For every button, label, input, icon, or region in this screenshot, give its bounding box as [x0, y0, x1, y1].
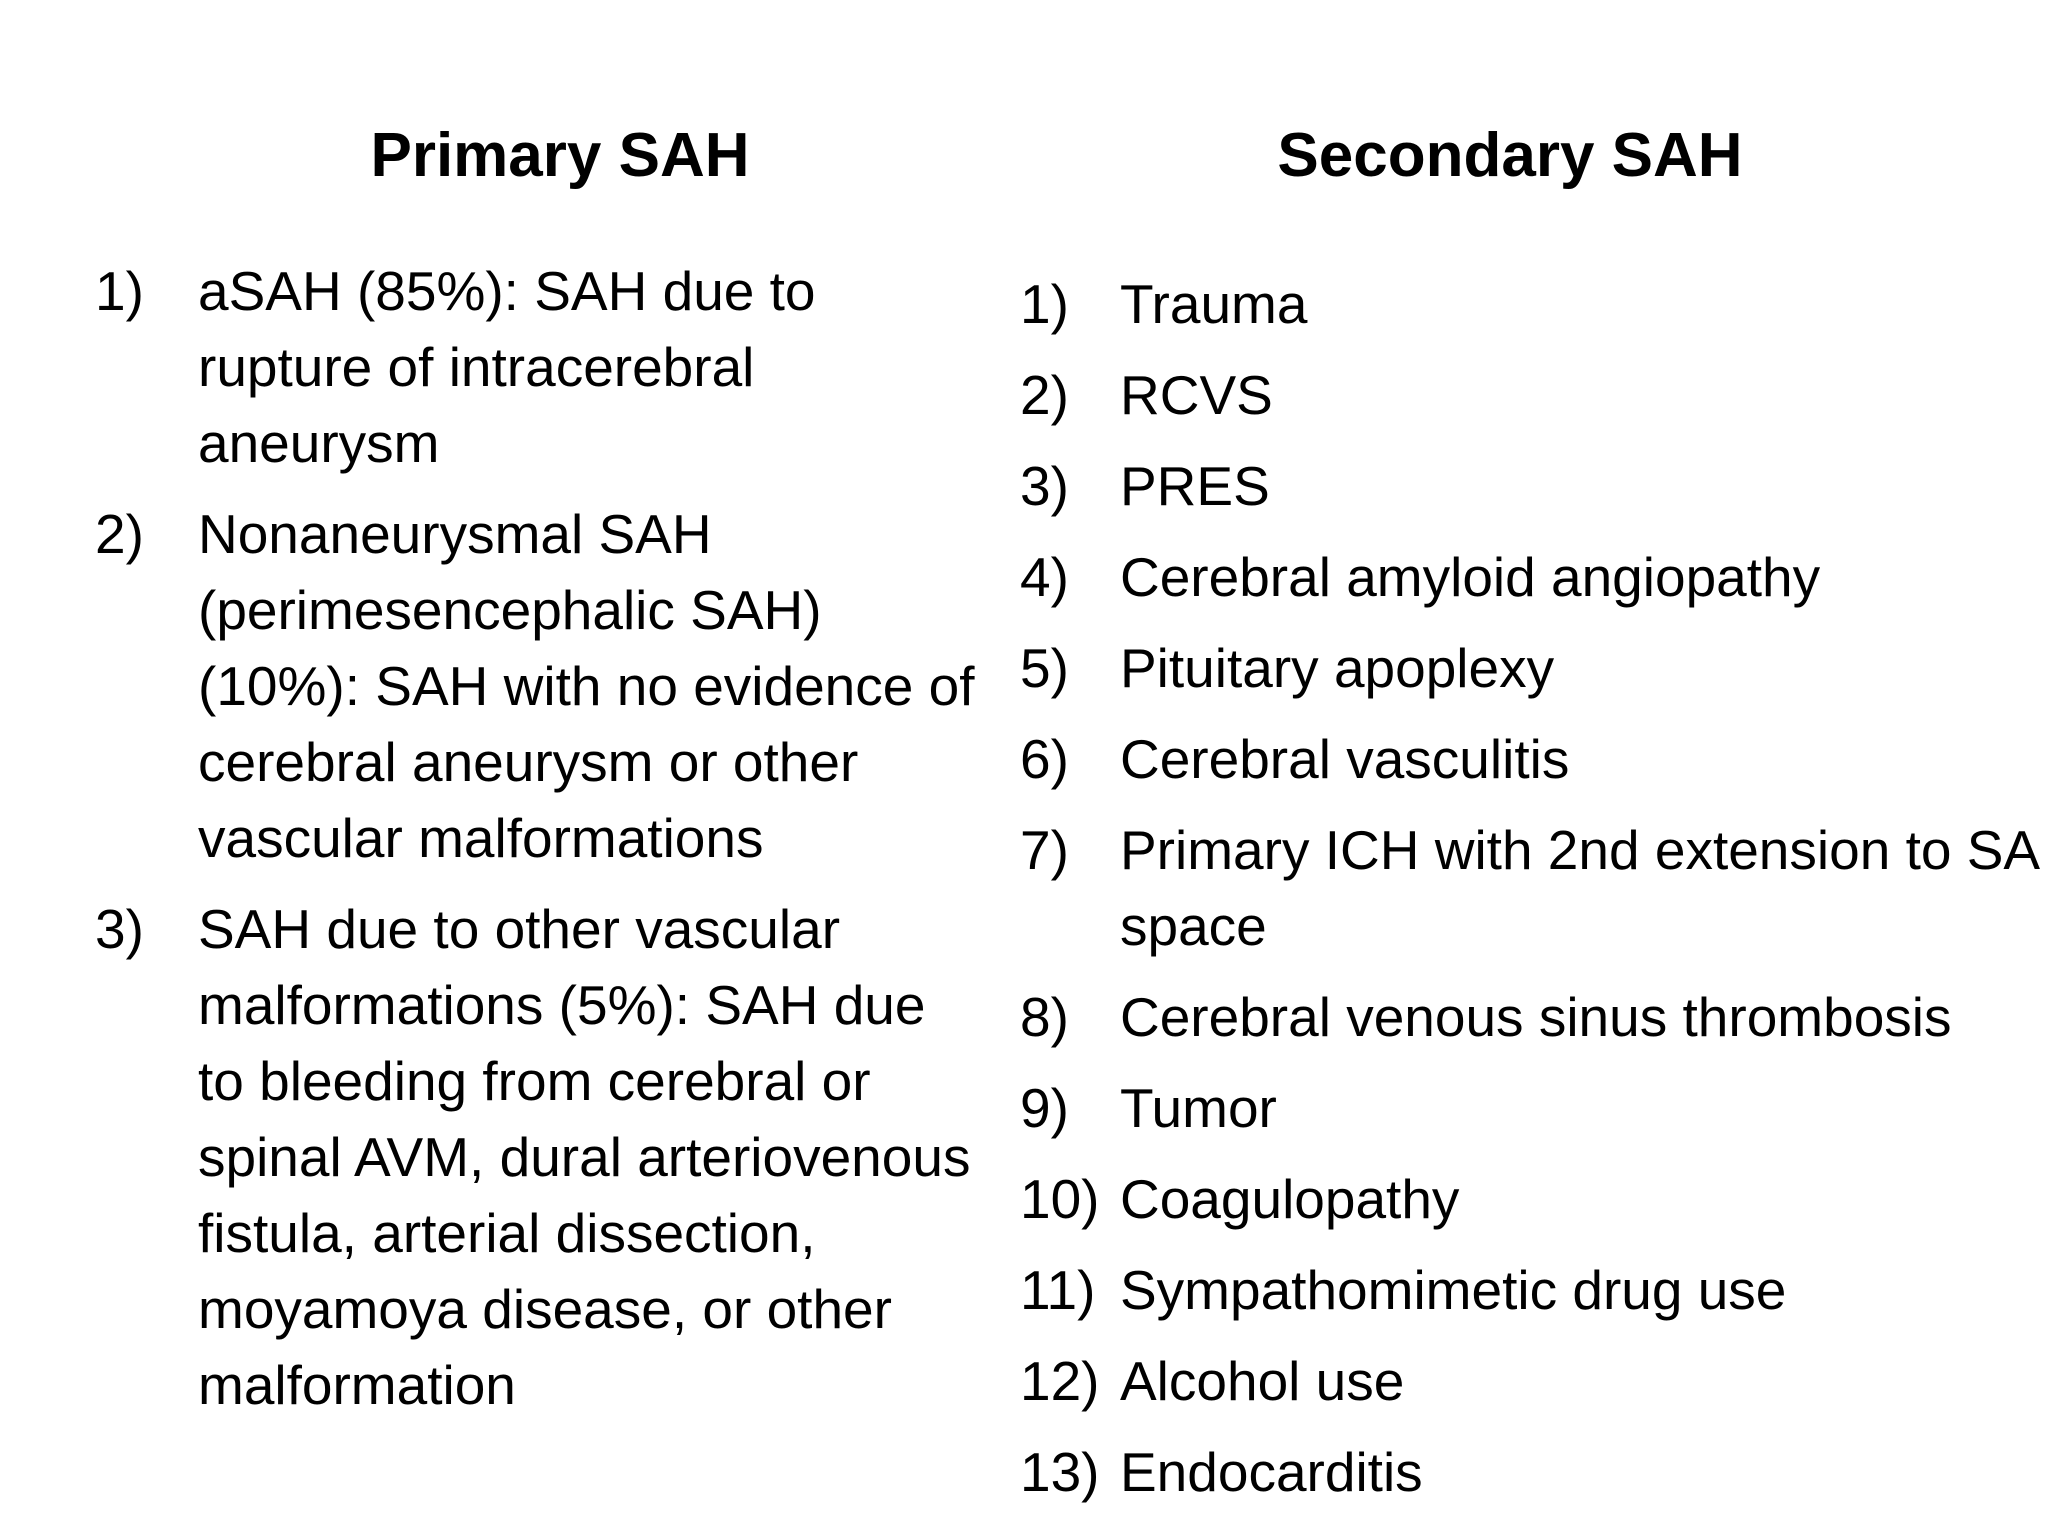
- list-item: [1020, 1161, 2040, 1237]
- item-number: 2): [1020, 364, 1069, 426]
- list-item: [1020, 1343, 2040, 1419]
- item-text: Primary ICH with 2nd extension to SA space: [1120, 819, 2038, 957]
- list-item: [1020, 539, 2040, 615]
- item-number: 10): [1020, 1168, 1100, 1230]
- item-number: 11): [1020, 1259, 1096, 1321]
- item-number: 1): [1020, 273, 1069, 335]
- item-text: Trauma: [1120, 273, 1308, 335]
- list-item: [1020, 1070, 2040, 1146]
- item-number: 4): [1020, 546, 1069, 608]
- item-text: RCVS: [1120, 364, 1273, 426]
- item-number: 13): [1020, 1441, 1100, 1503]
- list-item: [1020, 812, 2040, 964]
- list-item: [1020, 266, 2040, 342]
- primary-sah-list: [95, 253, 975, 1438]
- item-number: 3): [95, 898, 144, 960]
- item-text: Coagulopathy: [1120, 1168, 1460, 1230]
- secondary-sah-list: [1020, 266, 2040, 1525]
- item-number: 1): [95, 260, 144, 322]
- item-text: Alcohol use: [1120, 1350, 1405, 1412]
- list-item: [95, 253, 975, 481]
- item-text: PRES: [1120, 455, 1270, 517]
- list-item: [1020, 357, 2040, 433]
- item-text: Cerebral venous sinus thrombosis: [1120, 986, 1952, 1048]
- list-item: [95, 891, 975, 1423]
- item-number: 3): [1020, 455, 1069, 517]
- item-text: Cerebral vasculitis: [1120, 728, 1570, 790]
- item-text: Nonaneurysmal SAH (perimesencephalic SAH) (10%): SAH with no evidence of cerebral aneurysm or other vascular malformations: [198, 503, 975, 869]
- item-number: 7): [1020, 819, 1069, 881]
- item-number: 2): [95, 503, 144, 565]
- item-text: aSAH (85%): SAH due to rupture of intracerebral aneurysm: [198, 260, 816, 474]
- item-number: 9): [1020, 1077, 1069, 1139]
- list-item: [1020, 1252, 2040, 1328]
- item-number: 6): [1020, 728, 1069, 790]
- list-item: [1020, 979, 2040, 1055]
- item-text: Tumor: [1120, 1077, 1277, 1139]
- item-text: Endocarditis: [1120, 1441, 1423, 1503]
- item-number: 5): [1020, 637, 1069, 699]
- primary-sah-heading: Primary SAH: [370, 121, 750, 190]
- list-item: [1020, 1434, 2040, 1510]
- secondary-sah-heading: Secondary SAH: [1277, 121, 1743, 190]
- list-item: [1020, 630, 2040, 706]
- item-text: Sympathomimetic drug use: [1120, 1259, 1787, 1321]
- item-text: SAH due to other vascular malformations (5%): SAH due to bleeding from cerebral or spinal AVM, dural arteriovenous fistula, arterial dissection, moyamoya disease, or other malformation: [198, 898, 971, 1416]
- item-text: Pituitary apoplexy: [1120, 637, 1555, 699]
- item-text: Cerebral amyloid angiopathy: [1120, 546, 1821, 608]
- list-item: [95, 496, 975, 876]
- item-number: 8): [1020, 986, 1069, 1048]
- item-number: 12): [1020, 1350, 1100, 1412]
- list-item: [1020, 448, 2040, 524]
- list-item: [1020, 721, 2040, 797]
